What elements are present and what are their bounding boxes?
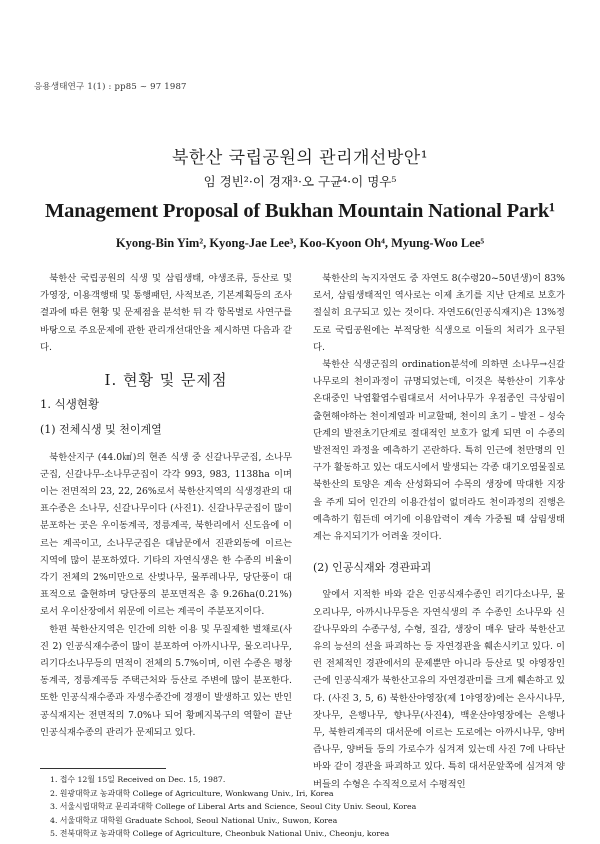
journal-reference: 응용생태연구 1(1) : pp85 ~ 97 1987 [34,82,187,92]
body-paragraph: 북한산지구 (44.0㎢)의 현존 식생 중 신갈나무군집, 소나무군집, 신갈나무-소나무군집이 각각 993, 983, 1138ha 이며 이는 전면적의 23, 22, 26%로서 북한산지역의 식생경관의 대표수종은 소나무, 신갈나무이다 (사진1). 신갈나무군집이 많이 분포하는 곳은 우이동계곡, 정릉계곡, 북한리에서 신도읍에 이르는 계곡이고, 소나무군집은 대남문에서 진관외동에 이르는 지역에 많이 분포하였다. 기타의 자연식생은 한 수종의 비율이 각기 전체의 2%미만으로 산벚나무, 물푸레나무, 당단풍이 대표적으로 출현하며 당단풍의 분포면적은 총 9.26ha(0.21%)로서 우이산장에서 위문에 이르는 계곡이 주분포지이다. [40,451,292,618]
right-column [313,270,565,793]
left-column [40,270,292,741]
footnote: 4. 서울대학교 대학원 Graduate School, Seoul National Univ., Suwon, Korea [50,815,338,825]
footnote: 3. 서울시립대학교 문리과대학 College of Liberal Arts and Science, Seoul City Univ. Seoul, Korea [50,802,417,811]
intro-paragraph: 북한산 국립공원의 식생 및 삼림생태, 야생조류, 등산로 및 가영장, 이용객행태 및 통행패턴, 사적보존, 기본계획등의 조사결과에 따른 현황 및 문제점을 분석한 뒤 각 항목별로 사연구를 바탕으로 주요문제에 관한 관리개선대안을 제시하면 다음과 같다. [40,273,292,353]
footnote: 2. 원광대학교 농과대학 College of Agriculture, Wonkwang Univ., Iri, Korea [50,788,334,798]
footnote: 5. 전북대학교 농과대학 College of Agriculture, Cheonbuk National Univ., Cheonju, korea [50,829,390,838]
body-paragraph: 앞에서 지적한 바와 같은 인공식재수종인 리기다소나무, 물오리나무, 아까시나무등은 자연식생의 주 수종인 소나무와 신갈나무와의 수종구성, 수형, 질감, 생장이 매우 달라 북한산고유의 능선의 선을 파괴하는 등 자연경관을 훼손시키고 있다. 이런 전체적인 경관에서의 문제뿐만 아니라 등산로 및 야영장인근에 인공식재가 북한산고유의 자연경관미를 크게 훼손하고 있다. (사진 3, 5, 6) 북한산야영장(제 1야영장)에는 은사시나무, 잣나무, 은행나무, 향나무(사진4), 백운산야영장에는 은행나무, 북한리계곡의 대서문에 이르는 도로에는 아까시나무, 양버즘나무, 양버들 등의 가로수가 심겨져 있는데 사진 7에 나타난 바와 같이 경관을 파괴하고 있다. 특히 대서문앞쪽에 심겨져 양버들의 수형은 수직적으로서 수평적인 [313,589,565,790]
korean-title: 북한산 국립공원의 관리개선방안¹ [171,148,429,168]
korean-authors: 임 경빈²·이 경재³·오 구균⁴·이 명우⁵ [203,174,397,189]
subsubsection-heading: (1) 전체식생 및 천이계열 [40,423,162,437]
footnote: 1. 접수 12월 15일 Received on Dec. 15, 1987. [50,775,226,784]
subsection-heading: 1. 식생현황 [40,397,100,412]
section-heading: Ⅰ. 현황 및 문제점 [104,371,228,390]
body-paragraph: 북한산 식생군집의 ordination분석에 의하면 소나무→신갈나무로의 천이과정이 규명되었는데, 이것은 북한산이 기후상 온대중인 낙엽활엽수림대로서 서어나무가 우점종인 극상림이 출현해야하는 천이계열과 비교할때, 천이의 초기 – 발전 – 성숙단계의 발전초기단계로 절대적인 보호가 없게 되면 이 수종의 발전적인 과정을 예측하기 곤란하다. 특히 인근에 천만명의 인구가 활동하고 있는 대도시에서 발생되는 각종 대기오염물질로 북한산의 토양은 계속 산성화되어 수목의 생장에 막대한 지장을 주게 되어 인간의 이용간섭이 없더라도 천이과정의 진행은 예측하기 힘든데 여기에 이용압력이 계속 가중될 때 삼림생태계는 유지되기가 어려울 것이다. [313,359,565,543]
english-title: Management Proposal of Bukhan Mountain National Park¹ [45,200,555,222]
body-paragraph: 한편 북한산지역은 인간에 의한 이용 및 무질제한 벌채로(사진 2) 인공식재수종이 많이 분포하여 아까시나무, 물오리나무, 리기다소나무등의 면적이 전체의 5.7%이며, 이런 수종은 평창동계곡, 정릉계곡등 주택근처와 등산로 주변에 많이 분포한다. 또한 인공식재수종과 자생수종간에 경쟁이 발생하고 있는 반인공식재지는 전면적의 7.0%나 되어 황폐지복구의 역할이 끝난 인공식재수종의 관리가 문제되고 있다. [40,623,292,738]
body-paragraph: 북한산의 녹지자연도 중 자연도 8(수령20~50년생)이 83%로서, 삼림생태적인 역사로는 이제 초기를 지난 단계로 보호가 절실히 요구되고 있는 것이다. 자연도6(인공식재지)은 13%정도로 국립공원에는 부적당한 식생으로 이들의 처리가 요구된다. [313,273,565,353]
footnote-divider [40,768,166,769]
subsubsection-heading: (2) 인공식재와 경관파괴 [313,561,432,575]
english-authors: Kyong-Bin Yim², Kyong-Jae Lee³, Koo-Kyoon Oh⁴, Myung-Woo Lee⁵ [115,236,485,250]
footnotes [50,773,416,841]
